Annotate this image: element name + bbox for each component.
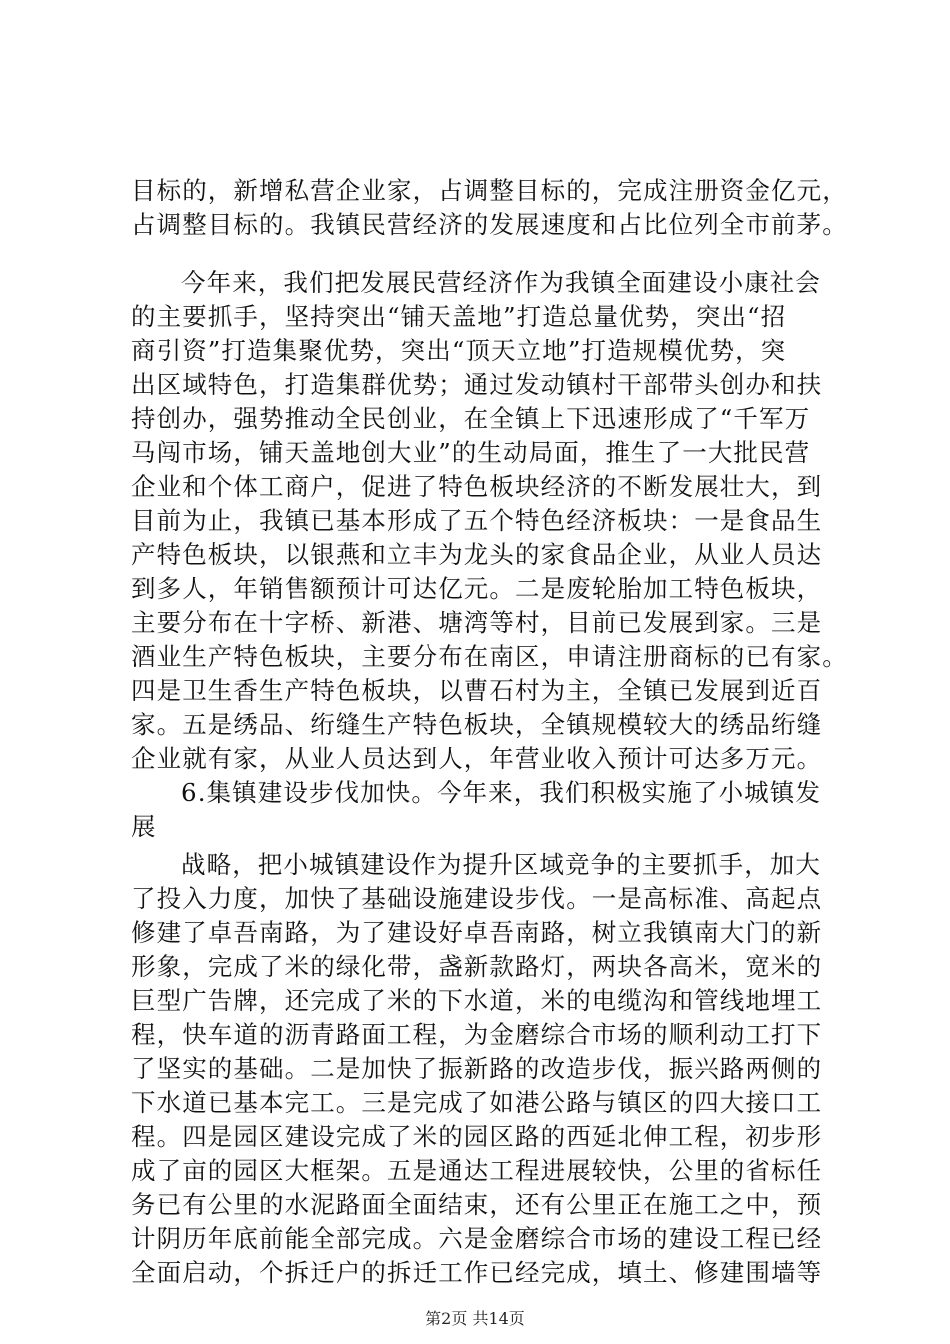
page-number-footer: 第2页 共14页 [425,1309,525,1328]
text-line: 产特色板块，以银燕和立丰为龙头的家食品企业，从业人员达 [131,540,823,569]
text-line: 的主要抓手，坚持突出“铺天盖地”打造总量优势，突出“招 [131,302,787,331]
text-line: 程。四是园区建设完成了米的园区路的西延北伸工程，初步形 [131,1122,823,1151]
section-heading-line: 6.集镇建设步伐加快。今年来，我们积极实施了小城镇发 [181,778,821,807]
text-line: 企业和个体工商户，促进了特色板块经济的不断发展壮大，到 [131,472,823,501]
text-line: 务已有公里的水泥路面全面结束，还有公里正在施工之中，预 [131,1190,823,1219]
text-line: 成了亩的园区大框架。五是通达工程进展较快，公里的省标任 [131,1156,823,1185]
text-line: 持创办，强势推动全民创业，在全镇上下迅速形成了“千军万 [131,404,811,433]
text-line: 形象，完成了米的绿化带，盏新款路灯，两块各高米，宽米的 [131,952,823,981]
text-line: 目标的，新增私营企业家，占调整目标的，完成注册资金亿元， [131,176,848,205]
paragraph-first-line: 今年来，我们把发展民营经济作为我镇全面建设小康社会 [181,268,821,297]
text-line: 马闯市场，铺天盖地创大业”的生动局面，推生了一大批民营 [131,438,811,467]
text-line: 酒业生产特色板块，主要分布在南区，申请注册商标的已有家。 [131,642,848,671]
text-line: 巨型广告牌，还完成了米的下水道，米的电缆沟和管线地埋工 [131,986,823,1015]
text-line: 目前为止，我镇已基本形成了五个特色经济板块：一是食品生 [131,506,823,535]
text-line: 出区域特色，打造集群优势；通过发动镇村干部带头创办和扶 [131,370,823,399]
text-line: 了投入力度，加快了基础设施建设步伐。一是高标准、高起点 [131,884,823,913]
text-line: 企业就有家，从业人员达到人，年营业收入预计可达多万元。 [131,744,823,773]
text-line: 程，快车道的沥青路面工程，为金磨综合市场的顺利动工打下 [131,1020,823,1049]
paragraph-first-line: 战略，把小城镇建设作为提升区域竞争的主要抓手，加大 [181,850,821,879]
text-line: 到多人，年销售额预计可达亿元。二是废轮胎加工特色板块， [131,574,823,603]
text-line: 了坚实的基础。二是加快了振新路的改造步伐，振兴路两侧的 [131,1054,823,1083]
text-line: 四是卫生香生产特色板块，以曹石村为主，全镇已发展到近百 [131,676,823,705]
text-line: 家。五是绣品、绗缝生产特色板块，全镇规模较大的绣品绗缝 [131,710,823,739]
text-line: 修建了卓吾南路，为了建设好卓吾南路，树立我镇南大门的新 [131,918,823,947]
text-line: 主要分布在十字桥、新港、塘湾等村，目前已发展到家。三是 [131,608,823,637]
text-line: 下水道已基本完工。三是完成了如港公路与镇区的四大接口工 [131,1088,823,1117]
text-line: 商引资”打造集聚优势，突出“顶天立地”打造规模优势，突 [131,336,787,365]
text-line: 计阴历年底前能全部完成。六是金磨综合市场的建设工程已经 [131,1224,823,1253]
text-line: 占调整目标的。我镇民营经济的发展速度和占比位列全市前茅。 [131,210,848,239]
text-line: 展 [131,812,157,841]
text-line: 全面启动，个拆迁户的拆迁工作已经完成，填土、修建围墙等 [131,1258,823,1287]
